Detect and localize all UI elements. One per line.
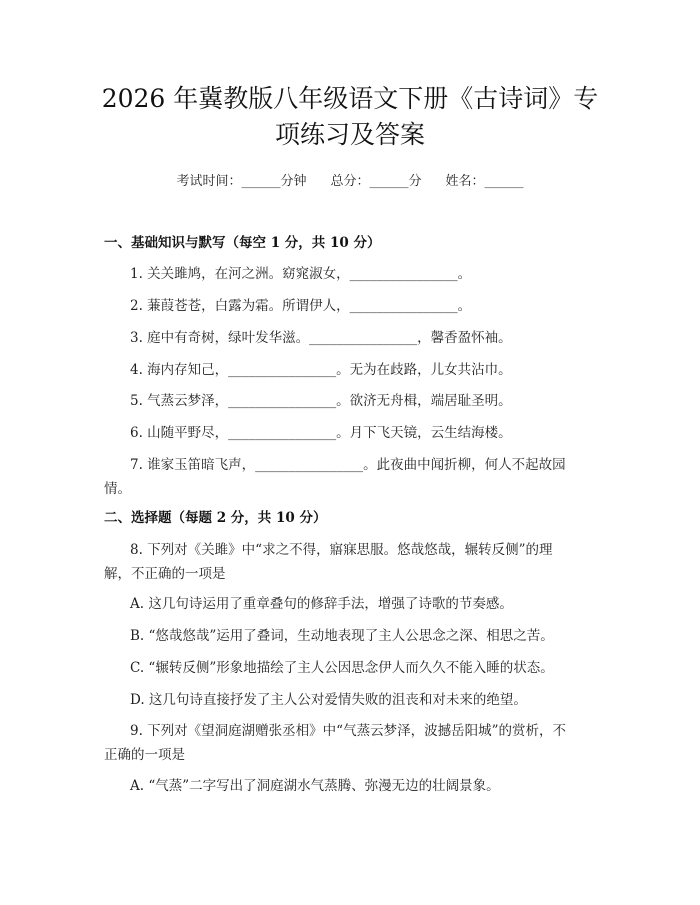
total-score-field: 总分：______分 bbox=[330, 174, 422, 189]
question-8-option-c: C. “辗转反侧”形象地描绘了主人公因思念伊人而久久不能入睡的状态。 bbox=[130, 660, 554, 676]
question-8: 8. 下列对《关雎》中“求之不得，寤寐思服。悠哉悠哉，辗转反侧”的理 bbox=[130, 542, 553, 558]
question-6: 6. 山随平野尽，________________。月下飞天镜，云生结海楼。 bbox=[130, 425, 512, 441]
question-5: 5. 气蒸云梦泽，________________。欲济无舟楫，端居耻圣明。 bbox=[130, 393, 512, 409]
exam-time-field: 考试时间：______分钟 bbox=[176, 174, 307, 189]
question-8-option-b: B. “悠哉悠哉”运用了叠词，生动地表现了主人公思念之深、相思之苦。 bbox=[130, 628, 554, 644]
section-heading-1: 一、基础知识与默写（每空 1 分，共 10 分） bbox=[104, 235, 381, 251]
document-title-line2: 项练习及答案 bbox=[274, 120, 425, 149]
section-heading-2: 二、选择题（每题 2 分，共 10 分） bbox=[104, 510, 327, 526]
question-9: 9. 下列对《望洞庭湖赠张丞相》中“气蒸云梦泽，波撼岳阳城”的赏析，不 bbox=[130, 723, 566, 739]
document-title-line1: 2026 年冀教版八年级语文下册《古诗词》专 bbox=[101, 84, 599, 113]
question-1: 1. 关关雎鸠，在河之洲。窈窕淑女，________________。 bbox=[130, 266, 472, 282]
student-name-field: 姓名：______ bbox=[445, 174, 524, 189]
question-4: 4. 海内存知己，________________。无为在歧路，儿女共沾巾。 bbox=[130, 362, 512, 378]
question-8-option-d: D. 这几句诗直接抒发了主人公对爱情失败的沮丧和对未来的绝望。 bbox=[130, 692, 527, 708]
question-9-continuation: 正确的一项是 bbox=[104, 747, 185, 763]
question-9-option-a: A. “气蒸”二字写出了洞庭湖水气蒸腾、弥漫无边的壮阔景象。 bbox=[130, 778, 500, 794]
question-7-continuation: 情。 bbox=[104, 481, 131, 497]
question-8-continuation: 解，不正确的一项是 bbox=[104, 566, 226, 582]
question-7: 7. 谁家玉笛暗飞声，________________。此夜曲中闻折柳，何人不起故园 bbox=[130, 457, 566, 473]
question-2: 2. 蒹葭苍苍，白露为霜。所谓伊人，________________。 bbox=[130, 298, 472, 314]
question-3: 3. 庭中有奇树，绿叶发华滋。________________，馨香盈怀袖。 bbox=[130, 330, 512, 346]
exam-meta bbox=[0, 170, 700, 189]
question-8-option-a: A. 这几句诗运用了重章叠句的修辞手法，增强了诗歌的节奏感。 bbox=[130, 596, 513, 612]
